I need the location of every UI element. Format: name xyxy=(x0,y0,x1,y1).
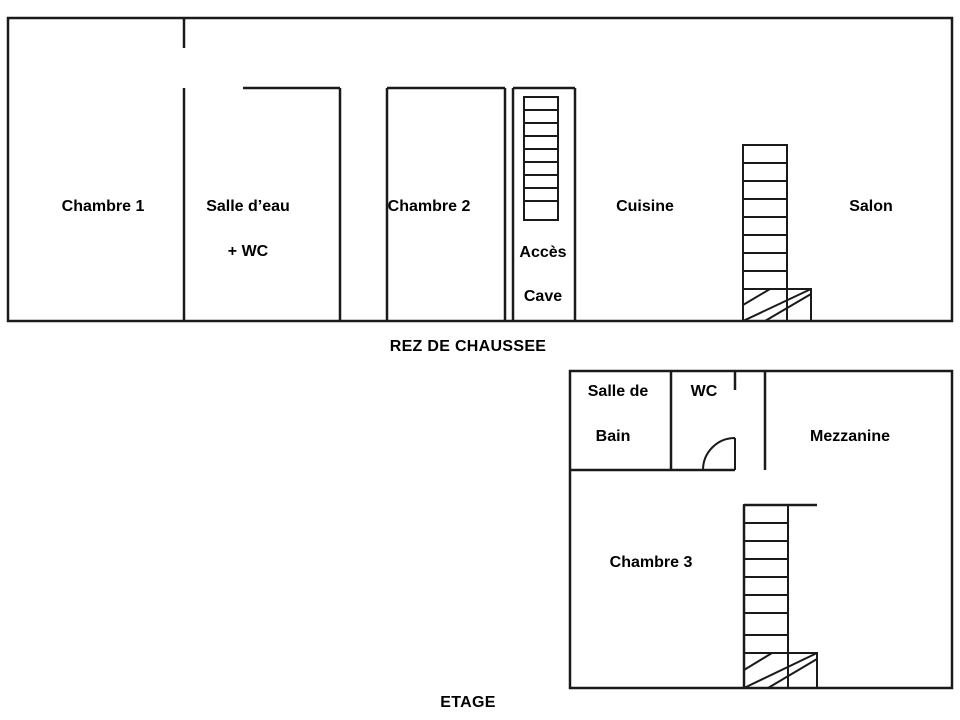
wc-door-swing xyxy=(703,438,735,470)
room-label-acces: Accès xyxy=(519,244,567,261)
salon-staircase xyxy=(743,145,811,321)
plan-title-upper-floor: ETAGE xyxy=(440,694,496,711)
room-label-cave: Cave xyxy=(523,288,563,305)
room-label-mezzanine: Mezzanine xyxy=(809,428,891,445)
upper-floor-outline xyxy=(570,371,952,688)
ground-floor-outline xyxy=(8,18,952,321)
cave-staircase xyxy=(524,97,558,220)
room-label-chambre-3: Chambre 3 xyxy=(609,554,693,571)
room-label-bain: Bain xyxy=(595,428,631,445)
room-label-cuisine: Cuisine xyxy=(616,198,674,215)
room-label-salle-d-eau: Salle d’eau xyxy=(206,198,290,215)
room-label-chambre-1: Chambre 1 xyxy=(61,198,145,215)
upper-staircase xyxy=(744,505,817,688)
room-label-wc: WC xyxy=(690,383,718,400)
plan-title-ground-floor: REZ DE CHAUSSEE xyxy=(389,338,547,355)
room-label-chambre-2: Chambre 2 xyxy=(387,198,471,215)
room-label-salle-d-eau-wc: + WC xyxy=(227,243,269,260)
room-label-salon: Salon xyxy=(849,198,893,215)
room-label-salle-de: Salle de xyxy=(587,383,649,400)
